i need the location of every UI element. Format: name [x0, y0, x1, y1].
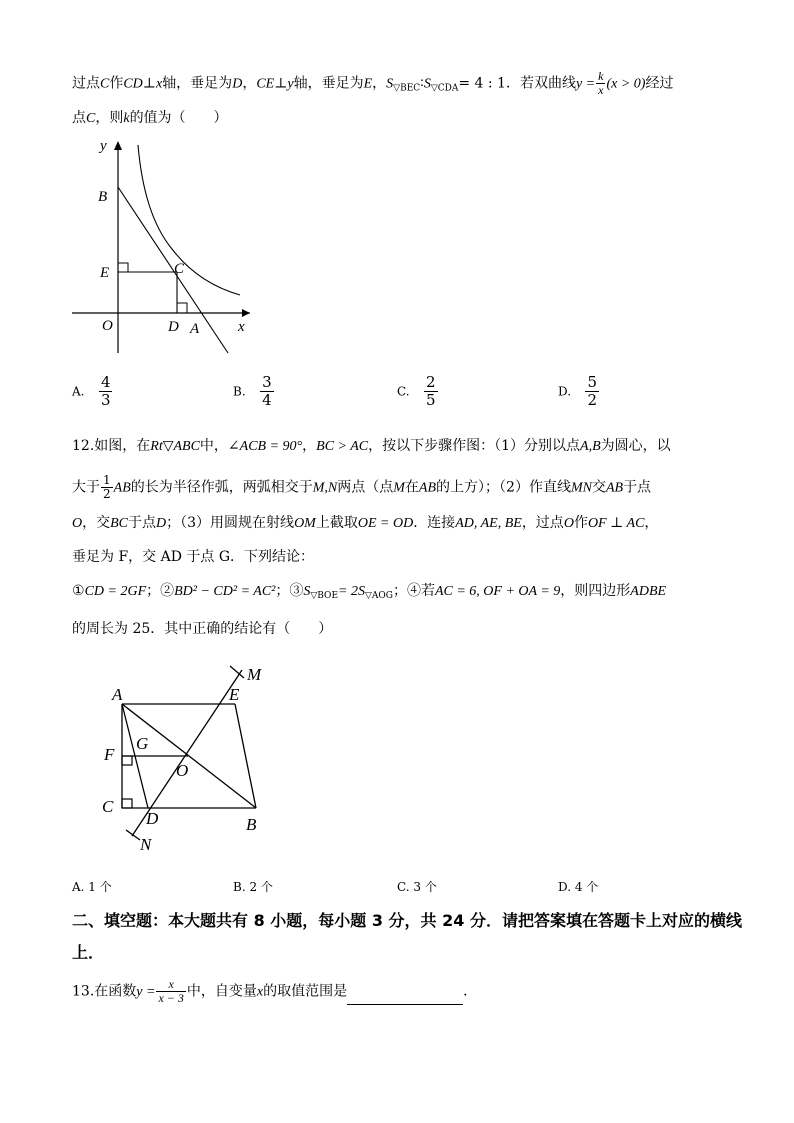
q12-line-2: 大于 $\frac{1}{2}$ AB的长为半径作弧，两弧相交于M,N两点（点M在AB的上方）；（2）作直线MN交AB于点: [72, 473, 652, 501]
section-2-heading-line-2: 上．: [72, 943, 105, 962]
q12-option-d[interactable]: D. 4 个: [558, 880, 599, 894]
label-c: C: [102, 797, 114, 816]
label-d: D: [146, 809, 159, 828]
q11-line-1: 过点C作CD⊥x轴，垂足为D，CE⊥y轴，垂足为E，$S_{▽BEC}∶S_{▽CDA}= 4$ : 1．若双曲线y = $\frac{k}{x}$ (x > 0)经过: [72, 69, 674, 97]
label-e: E: [100, 265, 110, 281]
label-o: O: [176, 761, 189, 780]
q11-option-c[interactable]: C. $\frac{2}{5}$: [397, 373, 436, 409]
right-angle-d: [177, 303, 187, 313]
q12-line-4: 垂足为 F，交 AD 于点 G．下列结论：: [72, 549, 315, 565]
q12-line-3: O，交BC于点D；（3）用圆规在射线OM上截取OE = OD．连接AD, AE, BE，过点O作OF ⊥ AC，: [72, 515, 659, 531]
label-d: D: [168, 319, 179, 335]
q12-option-b[interactable]: B. 2 个: [233, 880, 273, 894]
arc-mark-n: [126, 830, 140, 840]
label-m: M: [247, 665, 262, 684]
q11-figure: [60, 135, 260, 365]
label-b: B: [246, 815, 257, 834]
label-y: y: [100, 138, 107, 154]
q12-line-6: 的周长为 25．其中正确的结论有（ ）: [72, 621, 333, 637]
q12-line-5: ①CD = 2GF；②BD² − CD² = AC²；$③S_{▽BOE}= 2S_{▽AOG}$；④若AC = 6, OF + OA = 9，则四边形ADBE: [72, 583, 667, 601]
label-n: N: [140, 835, 152, 854]
q11-line-2: 点C，则k的值为（ ）: [72, 110, 228, 126]
label-e: E: [229, 685, 240, 704]
label-f: F: [104, 745, 115, 764]
label-g: G: [136, 734, 149, 753]
label-x: x: [238, 319, 245, 335]
q13-answer-blank[interactable]: [347, 990, 463, 1005]
q11-option-b[interactable]: B. $\frac{3}{4}$: [233, 373, 272, 409]
q12-figure: [90, 658, 280, 858]
q12-line-1: 12.如图，在Rt▽ABC中，∠ACB = 90°，BC > AC，按以下步骤作图：（1）分别以点A,B为圆心，以: [72, 438, 671, 454]
label-c: C: [174, 261, 185, 277]
right-angle-f: [122, 756, 132, 765]
label-b: B: [98, 189, 108, 205]
q11-option-d[interactable]: D. $\frac{5}{2}$: [558, 373, 598, 409]
label-a: A: [112, 685, 123, 704]
label-o: O: [102, 318, 113, 334]
x-axis-arrow: [242, 309, 250, 317]
q11-option-a[interactable]: A. $\frac{4}{3}$: [72, 373, 111, 409]
q12-option-c[interactable]: C. 3 个: [397, 880, 437, 894]
right-angle-e: [118, 263, 128, 272]
label-a: A: [190, 321, 200, 337]
arc-mark-m: [230, 666, 244, 678]
y-axis-arrow: [114, 141, 122, 150]
q13-line: 13.在函数y = $\frac{x}{x - 3}$ 中，自变量x的取值范围是 ．: [72, 977, 478, 1005]
q12-option-a[interactable]: A. 1 个: [72, 880, 112, 894]
segment-eb: [235, 704, 256, 808]
section-2-heading-line-1: 二、填空题：本大题共有 8 小题，每小题 3 分，共 24 分．请把答案填在答题卡上对应的横线: [72, 911, 742, 930]
right-angle-c: [122, 799, 132, 808]
